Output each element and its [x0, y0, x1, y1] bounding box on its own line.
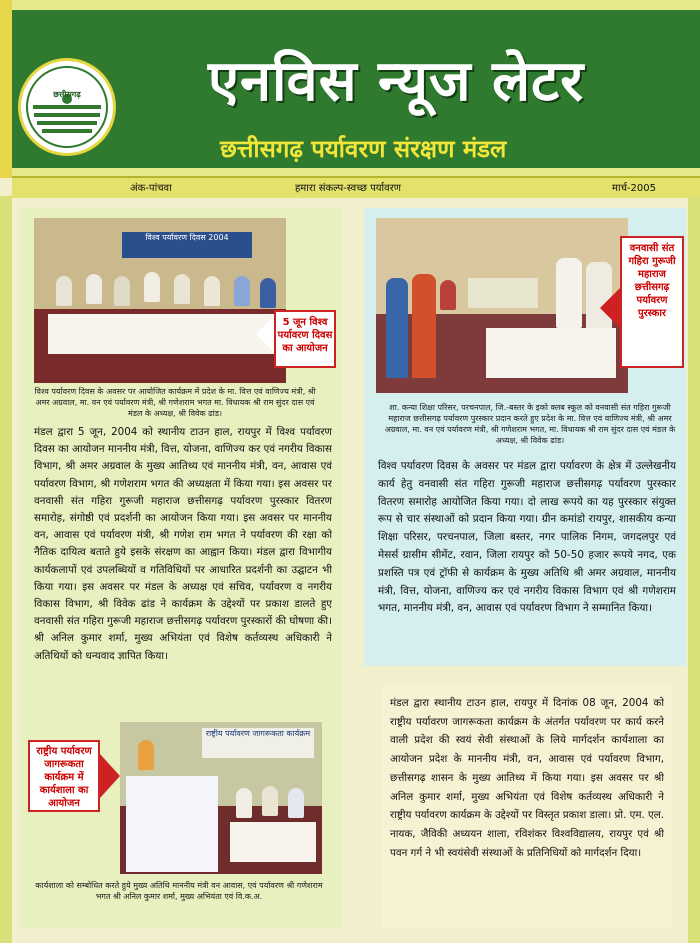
board-logo [18, 58, 116, 156]
article-environment-day: मंडल द्वारा 5 जून, 2004 को स्थानीय टाउन हाल, रायपुर में विश्व पर्यावरण दिवस का आयोजन माननीय मंत्री, वित्त, योजना, वाणिज्य कर एवं नगरीय विकास विभाग, श्री अमर अग्रवाल के मुख्य आतिथ्य एवं माननीय मंत्री, वन, आवास एवं पर्यावरण विभाग, श्री गणेशराम भगत की अध्यक्षता में किया गया। इस अवसर पर वनवासी संत गहिरा गुरूजी महाराज छत्तीसगढ़ पर्यावरण पुरस्कार वितरण समारोह, संगोष्ठी एवं प्रदर्शनी का आयोजन किया गया। इस अवसर पर माननीय वन, आवास एवं पर्यावरण मंत्री, श्री गणेश राम भगत ने पर्यावरण की रक्षा को नैतिक दायित्व बताते हुये इसके संरक्षण का आह्वान किया। मंडल द्वारा विभागीय कार्यकलापों एवं उपलब्धियों व गतिविधियों पर आधारित प्रदर्शनी का उद्घाटन भी किया गया। इस अवसर पर मंडल के अध्यक्ष एवं सचिव, पर्यावरण व नगरीय विकास विभाग, श्री विवेक ढांड ने कार्यक्रम के उद्देश्यों पर प्रकाश डालते हुए वनवासी संत गहिरा गुरूजी महाराज छत्तीसगढ़ पर्यावरण पुरस्कारों की घोषणा की। श्री अनिल कुमार शर्मा, मुख्य अभियंता एवं विशेष कर्तव्यस्थ अधिकारी ने अतिथियों को धन्यवाद ज्ञापित किया। [34, 426, 332, 662]
callout-arrow-icon [600, 286, 622, 330]
photo-banner: विश्व पर्यावरण दिवस 2004 [122, 232, 252, 258]
organization-name: छत्तीसगढ़ पर्यावरण संरक्षण मंडल [220, 135, 507, 163]
photo-workshop [120, 722, 322, 874]
photo-caption-3: कार्यशाला को सम्बोधित करते हुये मुख्य अतिथि माननीय मंत्री वन आवास, एवं पर्यावरण श्री गणेशराम भगत श्री अनिल कुमार शर्मा, मुख्य अभियंता एवं वि.क.अ. [35, 881, 323, 901]
article-award: विश्व पर्यावरण दिवस के अवसर पर मंडल द्वारा पर्यावरण के क्षेत्र में उल्लेखनीय कार्य हेतु वनवासी संत गहिरा गुरूजी महाराज छत्तीसगढ़ पर्यावरण पुरस्कार वितरण समारोह आयोजित किया गया। दो लाख रूपये का यह पुरस्कार संयुक्त रूप से चार संस्थाओं को प्रदान किया गया। ग्रीन कमांडो रायपुर, शासकीय कन्या शिक्षा परिसर, परचनपाल, जिला बस्तर, नगर पालिक निगम, जगदलपुर एवं मेसर्स ग्रासीम सीमेंट, रवान, जिला रायपुर को 50-50 हजार रूपये नगद, एक प्रशस्ति पत्र एवं ट्रॉफी से कार्यक्रम के मुख्य अतिथि श्री अमर अग्रवाल, माननीय मंत्री, वित्त, योजना, वाणिज्य कर एवं नगरीय विकास विभाग एवं श्री गणेशराम भगत, माननीय मंत्री, वन, आवास एवं पर्यावरण विभाग ने सम्मानित किया। [378, 460, 676, 615]
right-border [688, 196, 700, 943]
motto: हमारा संकल्प-स्वच्छ पर्यावरण [295, 183, 402, 194]
newsletter-title: एनविस न्यूज लेटर [208, 48, 585, 114]
masthead-yellow-strip [0, 0, 12, 178]
issue-number: अंक-पांचवा [130, 183, 172, 194]
left-border [0, 196, 12, 943]
callout-arrow-icon [100, 754, 120, 798]
callout-environment-day: 5 जून विश्व पर्यावरण दिवस का आयोजन [274, 310, 336, 368]
photo-environment-day-stage [34, 218, 286, 383]
logo-text: छत्तीसगढ़ [53, 90, 81, 99]
photo-award-ceremony [376, 218, 628, 393]
logo-emblem-icon [21, 61, 113, 153]
issue-date: मार्च-2005 [612, 183, 656, 194]
photo-caption-2: शा. कन्या शिक्षा परिसर, परचनपाल, जि.-बस्तर के इको क्लब स्कूल को वनवासी संत गहिरा गुरूजी महाराज छत्तीसगढ़ पर्यावरण पुरस्कार प्रदान करते हुए प्रदेश के मा. वित्त एवं वाणिज्य मंत्री, श्री अमर अग्रवाल, मा. वन एवं पर्यावरण मंत्री, श्री गणेशराम भगत, मा. विधायक श्री राम सुंदर दास एवं मंडल के अध्यक्ष, श्री विवेक ढांड। [384, 403, 676, 445]
article-workshop: मंडल द्वारा स्थानीय टाउन हाल, रायपुर में दिनांक 08 जून, 2004 को राष्ट्रीय पर्यावरण जागरूकता कार्यक्रम के अंतर्गत पर्यावरण पर कार्य करने वाली प्रदेश की स्वयं सेवी संस्थाओं के लिये मार्गदर्शन कार्यशाला का आयोजन प्रदेश के माननीय मंत्री, वन, आवास एवं पर्यावरण विभाग, छत्तीसगढ़ शासन के मुख्य आतिथ्य में किया गया। इस अवसर पर श्री अनिल कुमार शर्मा, मुख्य अभियंता एवं विशेष कर्तव्यस्थ अधिकारी ने राष्ट्रीय पर्यावरण कार्यक्रम के उद्देश्यों पर विस्तृत प्रकाश डाला। प्रो. एम. एल. नायक, जैविकी अध्ययन शाला, रविशंकर विश्वविद्यालय, रायपुर एवं श्री पवन गर्ग ने भी स्वयंसेवी संस्थाओं के प्रतिनिधियों को मार्गदर्शन दिया। [390, 697, 664, 859]
photo-caption-1: विश्व पर्यावरण दिवस के अवसर पर आयोजित कार्यक्रम में प्रदेश के मा. वित्त एवं वाणिज्य मंत्री, श्री अमर अग्रवाल, मा. वन एवं पर्यावरण मंत्री, श्री गणेशराम भगत मा. विधायक श्री राम सुंदर दास एवं मंडल के अध्यक्ष, श्री विवेक ढांड। [34, 387, 316, 418]
workshop-banner: राष्ट्रीय पर्यावरण जागरूकता कार्यक्रम [202, 728, 314, 758]
callout-workshop: राष्ट्रीय पर्यावरण जागरूकता कार्यक्रम में कार्यशाला का आयोजन [28, 740, 100, 812]
callout-award: वनवासी संत गहिरा गुरूजी महाराज छत्तीसगढ़ पर्यावरण पुरस्कार [620, 236, 684, 368]
